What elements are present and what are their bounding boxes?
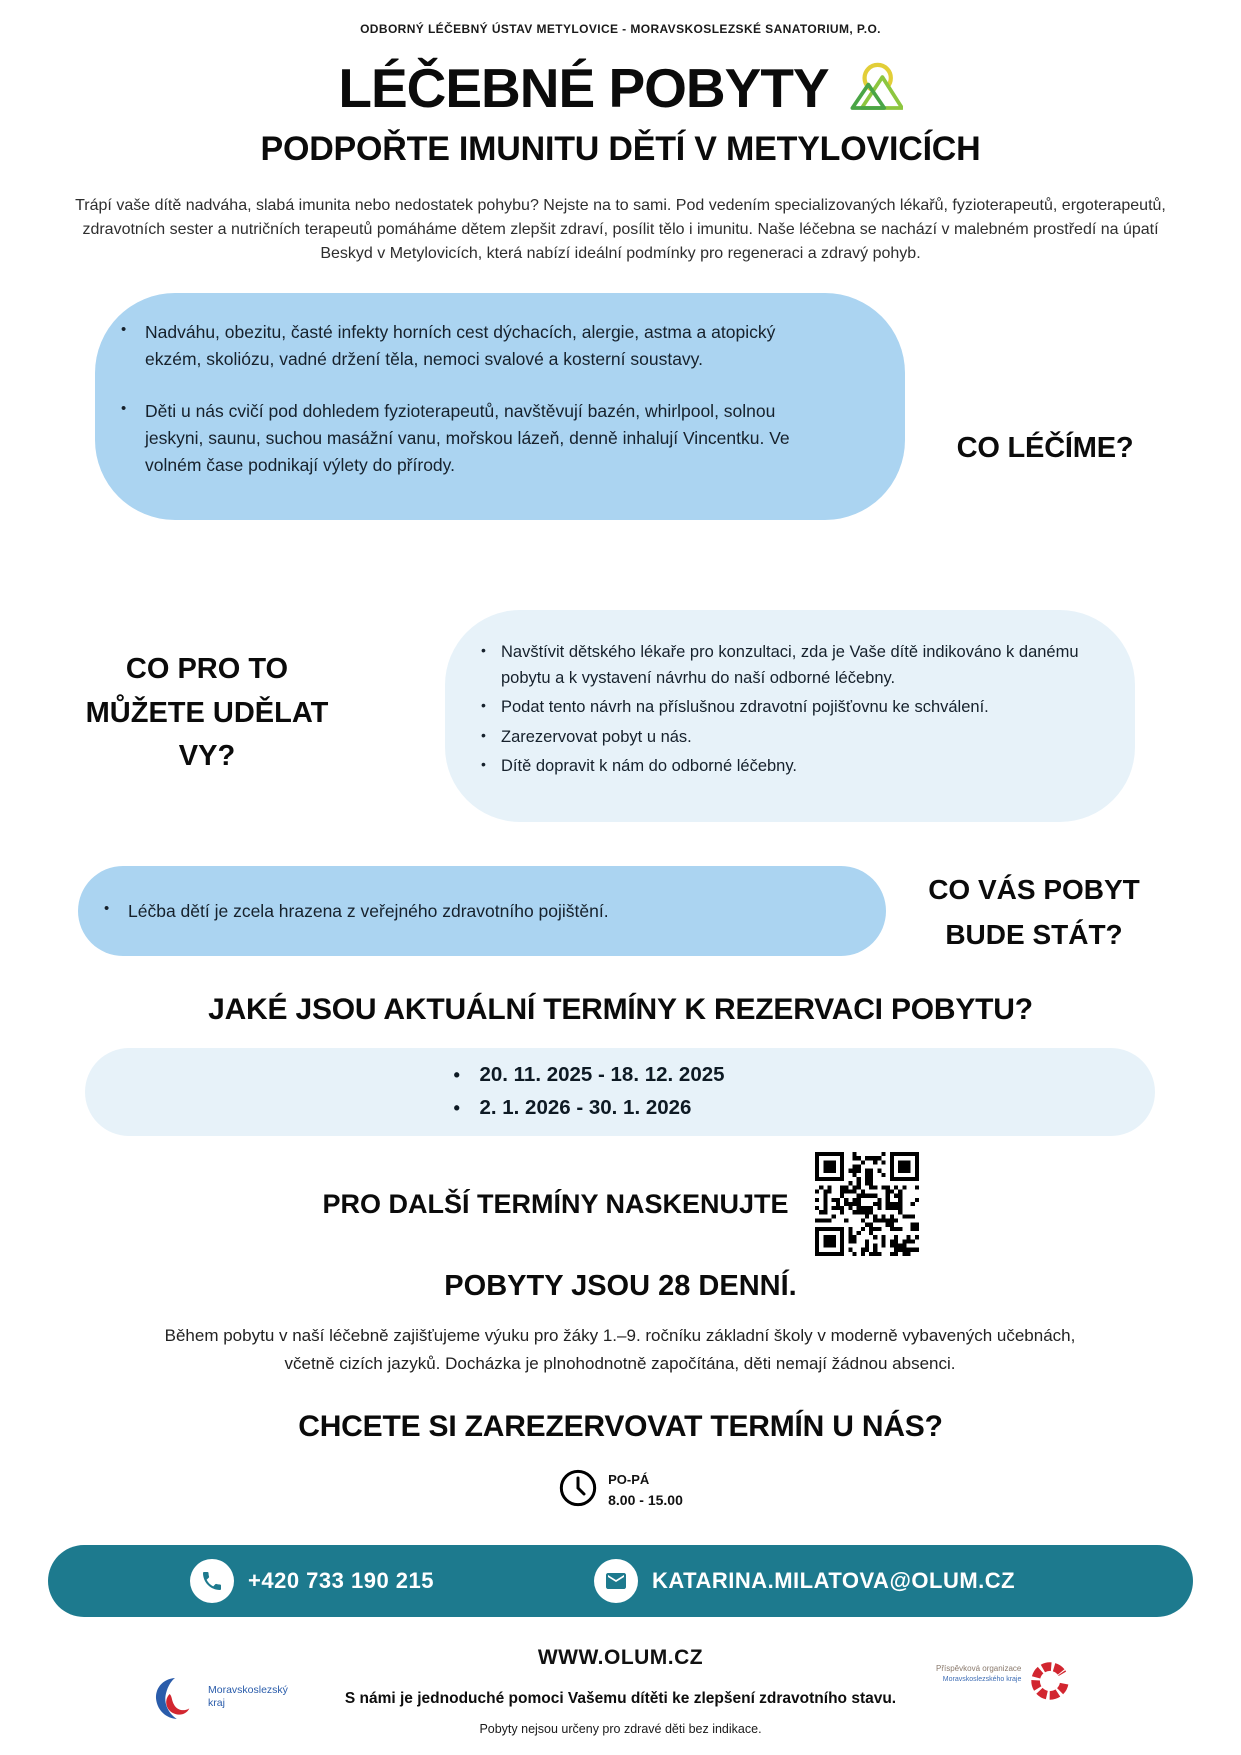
action-item: • Dítě dopravit k nám do odborné léčebny.: [473, 754, 1095, 780]
dates-bubble: [85, 1048, 1155, 1136]
phone-number: +420 733 190 215: [248, 1568, 435, 1593]
msk-logo-line: kraj: [208, 1696, 225, 1709]
mail-icon: [594, 1559, 638, 1603]
qr-row: [0, 1152, 1241, 1256]
actions-list: [445, 610, 1135, 780]
hours-days: PO-PÁ: [608, 1471, 650, 1487]
actions-heading-line: MŮŽETE UDĚLAT: [85, 696, 329, 729]
hours-time: 8.00 - 15.00: [608, 1491, 683, 1508]
org-type-text: [936, 1664, 1021, 1684]
qr-code: [815, 1152, 919, 1256]
cost-heading-line: BUDE STÁT?: [945, 918, 1123, 950]
website-url: WWW.OLUM.CZ: [537, 1646, 704, 1669]
treatment-item: • Nadváhu, obezitu, časté infekty horních cest dýchacích, alergie, astma a atopický ekzém, skoliózu, vadné držení těla, nemoci svalové a kosterní soustavy.: [113, 319, 817, 374]
cost-item: • Léčba dětí je zcela hrazena z veřejného zdravotního pojištění.: [96, 899, 609, 924]
action-item: • Zarezervovat pobyt u nás.: [473, 725, 1095, 751]
school-paragraph: Během pobytu v naší léčebně zajišťujeme výuku pro žáky 1.–9. ročníku základní školy v moderně vybavených učebnách, včetně cizích jazyků. Docházka je plnohodnotně započítána, děti nemají žádnou absenci.: [164, 1326, 1076, 1374]
phone-group: [190, 1559, 434, 1603]
phone-icon: [190, 1559, 234, 1603]
dates-list: [445, 1059, 724, 1125]
clock-icon: [558, 1468, 598, 1513]
cost-list: [78, 899, 649, 924]
cost-heading: [888, 868, 1180, 958]
org-type-logo-group: [936, 1658, 1073, 1709]
actions-heading-line: VY?: [178, 740, 236, 772]
cost-heading-line: CO VÁS POBYT: [928, 874, 1140, 905]
footer-tagline: S námi je jednoduché pomoci Vašemu dítěti ke zlepšení zdravotního stavu.: [344, 1690, 897, 1707]
treatment-item: • Děti u nás cvičí pod dohledem fyzioterapeutů, navštěvují bazén, whirlpool, solnou jeskyni, saunu, suchou masážní vanu, mořskou lázeň, denně inhalují Vincentku. Ve volném čase podnikají výlety do přírody.: [113, 398, 817, 480]
intro-paragraph: Trápí vaše dítě nadváha, slabá imunita nebo nedostatek pohybu? Nejste na to sami. Pod vedením specializovaných lékařů, fyzioterapeutů, ergoterapeutů, zdravotních sester a nutričních terapeutů pomáháme dětem zlepšit zdraví, posílit tělo i imunitu. Naše léčebna se nachází v malebném prostředí na úpatí Beskyd v Metylovicích, která nabízí ideální podmínky pro regeneraci a zdravý pohyb.: [75, 197, 1166, 262]
treatments-list: [95, 293, 905, 479]
msk-logo-line: Moravskoslezský: [208, 1684, 288, 1696]
reserve-heading: CHCETE SI ZAREZERVOVAT TERMÍN U NÁS?: [298, 1410, 943, 1443]
dates-heading: JAKÉ JSOU AKTUÁLNÍ TERMÍNY K REZERVACI POBYTU?: [208, 993, 1033, 1026]
action-item: • Navštívit dětského lékaře pro konzultaci, zda je Vaše dítě indikováno k danému pobytu a k vystavení návrhu do naší odborné léčebny.: [473, 640, 1095, 691]
page-subtitle: PODPOŘTE IMUNITU DĚTÍ V METYLOVICÍCH: [260, 130, 981, 168]
cost-bubble: [78, 866, 886, 956]
title-row: [0, 56, 1241, 120]
treatments-bubble: [95, 293, 905, 520]
org-type-line: Příspěvková organizace: [936, 1664, 1022, 1673]
opening-hours: [0, 1468, 1241, 1513]
treatments-heading: CO LÉČÍME?: [956, 432, 1134, 464]
duration-heading: POBYTY JSOU 28 DENNÍ.: [444, 1270, 797, 1302]
qr-label: PRO DALŠÍ TERMÍNY NASKENUJTE: [322, 1188, 789, 1219]
mountain-sun-icon: [843, 59, 903, 117]
prispevkova-organizace-logo: [1027, 1658, 1073, 1709]
org-name-line: ODBORNÝ LÉČEBNÝ ÚSTAV METYLOVICE - MORAVSKOSLEZSKÉ SANATORIUM, P.O.: [360, 22, 881, 36]
actions-bubble: [445, 610, 1135, 822]
email-address: KATARINA.MILATOVA@OLUM.CZ: [652, 1568, 1016, 1593]
action-item: • Podat tento návrh na příslušnou zdravotní pojišťovnu ke schválení.: [473, 695, 1095, 721]
contact-bar: [48, 1545, 1193, 1617]
page-title: LÉČEBNÉ POBYTY: [338, 57, 829, 119]
actions-heading: [58, 648, 356, 779]
actions-heading-line: CO PRO TO: [125, 653, 289, 685]
hours-text: [608, 1471, 683, 1510]
email-group: [594, 1559, 1015, 1603]
footer-disclaimer: Pobyty nejsou určeny pro zdravé děti bez indikace.: [479, 1722, 762, 1736]
date-item: • 2. 1. 2026 - 30. 1. 2026: [445, 1092, 724, 1125]
org-type-line: Moravskoslezského kraje: [942, 1675, 1022, 1683]
date-item: • 20. 11. 2025 - 18. 12. 2025: [445, 1059, 724, 1092]
